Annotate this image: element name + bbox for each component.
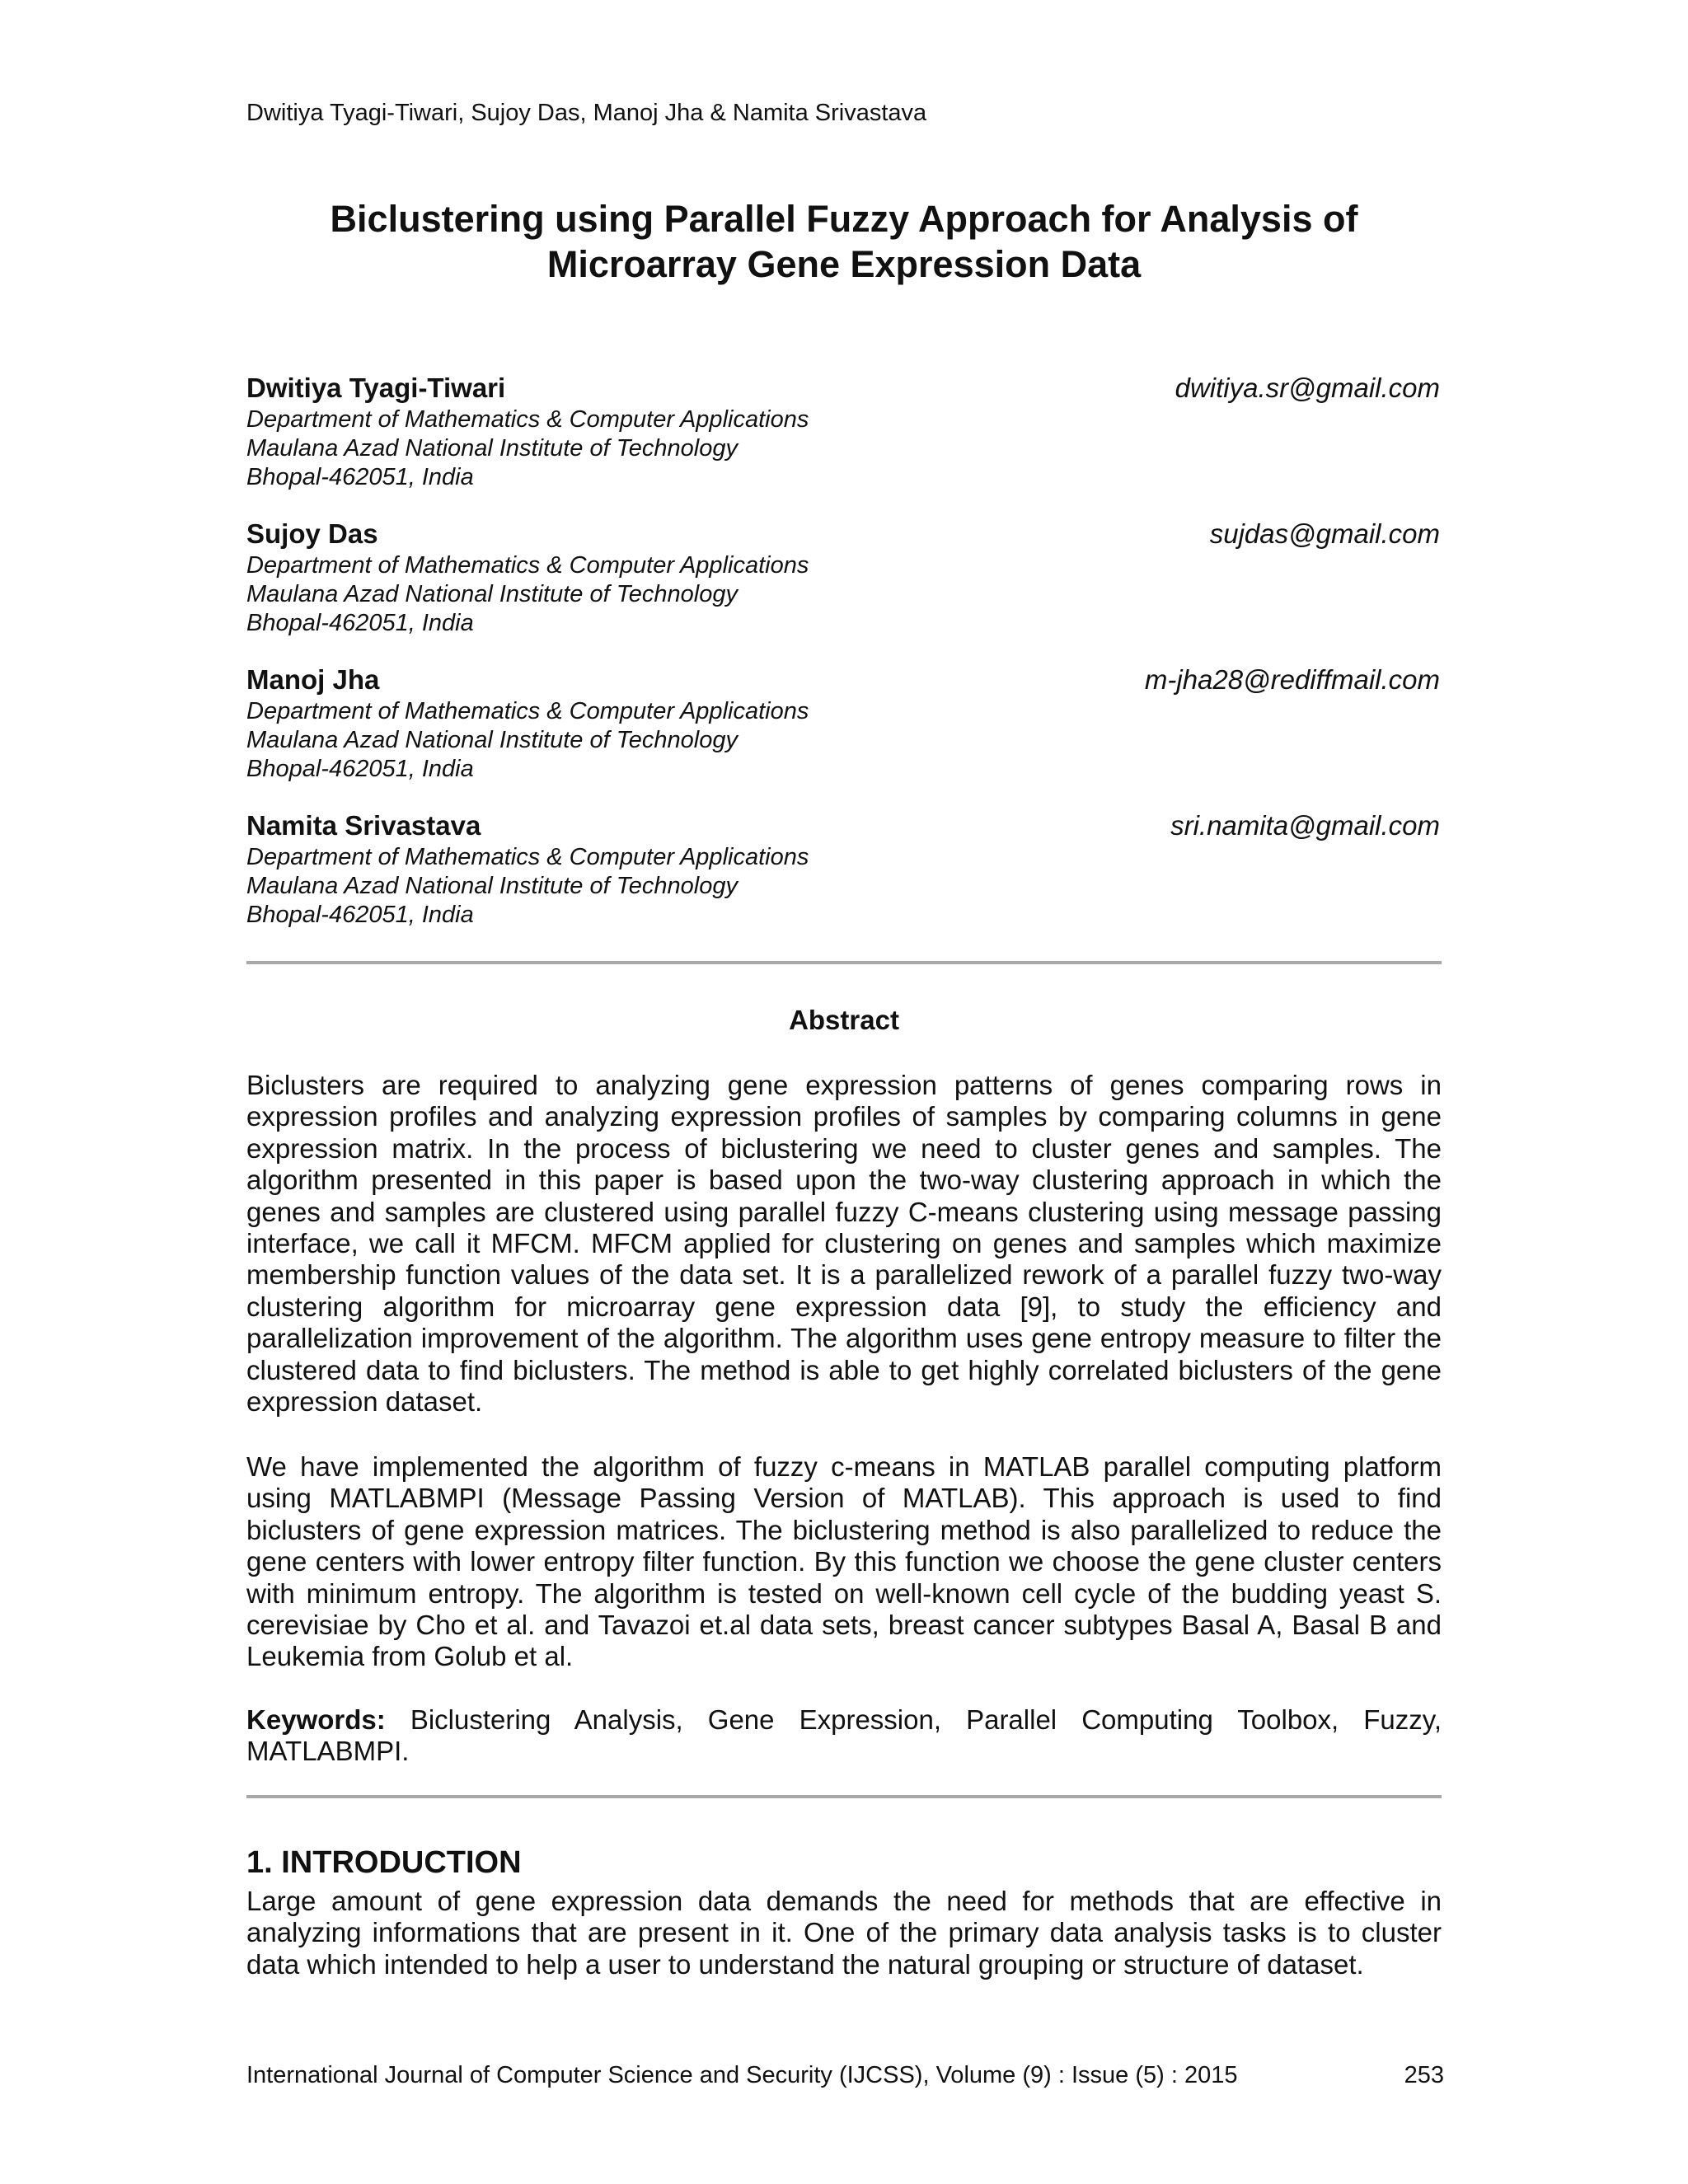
author-block xyxy=(246,808,1440,954)
author-department: Department of Mathematics & Computer Applications xyxy=(246,552,809,579)
section-heading: 1. INTRODUCTION xyxy=(246,1845,522,1880)
author-institute: Maulana Azad National Institute of Technology xyxy=(246,581,738,607)
author-institute: Maulana Azad National Institute of Technology xyxy=(246,727,738,753)
author-location: Bhopal-462051, India xyxy=(246,902,474,928)
author-block xyxy=(246,517,1440,663)
abstract-paragraph: Biclusters are required to analyzing gene expression patterns of genes comparing rows in expression profiles and analyzing expression profiles of samples by comparing columns in gene expression matrix. In the process of biclustering we need to cluster genes and samples. The algorithm presented in this paper is based upon the two-way clustering approach in which the genes and samples are clustered using parallel fuzzy C-means clustering using message passing interface, we call it MFCM. MFCM applied for clustering on genes and samples which maximize membership function values of the data set. It is a parallelized rework of a parallel fuzzy two-way clustering algorithm for microarray gene expression data [9], to study the efficiency and parallelization improvement of the algorithm. The algorithm uses gene entropy measure to filter the clustered data to find biclusters. The method is able to get highly correlated biclusters of the gene expression dataset. xyxy=(246,1070,1442,1418)
author-name: Manoj Jha xyxy=(246,664,380,695)
author-email[interactable]: sri.namita@gmail.com xyxy=(1170,810,1440,841)
page-number: 253 xyxy=(1404,2062,1444,2088)
author-name: Sujoy Das xyxy=(246,518,378,549)
author-email[interactable]: dwitiya.sr@gmail.com xyxy=(1175,373,1440,403)
keywords-text: Biclustering Analysis, Gene Expression, Parallel Computing Toolbox, Fuzzy, MATLABMPI. xyxy=(246,1704,1442,1767)
author-institute: Maulana Azad National Institute of Technology xyxy=(246,873,738,899)
author-email[interactable]: m-jha28@rediffmail.com xyxy=(1144,664,1440,695)
title-line-2: Microarray Gene Expression Data xyxy=(546,243,1142,285)
author-location: Bhopal-462051, India xyxy=(246,756,474,782)
abstract-heading: Abstract xyxy=(789,1005,899,1035)
author-department: Department of Mathematics & Computer Applications xyxy=(246,406,809,433)
author-name: Namita Srivastava xyxy=(246,810,481,841)
running-head: Dwitiya Tyagi-Tiwari, Sujoy Das, Manoj Jha & Namita Srivastava xyxy=(246,100,927,126)
author-name: Dwitiya Tyagi-Tiwari xyxy=(246,373,506,403)
abstract-paragraph: We have implemented the algorithm of fuzzy c-means in MATLAB parallel computing platform using MATLABMPI (Message Passing Version of MATLAB). This approach is used to find biclusters of gene expression matrices. The biclustering method is also parallelized to reduce the gene centers with lower entropy filter function. By this function we choose the gene cluster centers with minimum entropy. The algorithm is tested on well-known cell cycle of the budding yeast S. cerevisiae by Cho et al. and Tavazoi et.al data sets, breast cancer subtypes Basal A, Basal B and Leukemia from Golub et al. xyxy=(246,1451,1442,1672)
author-location: Bhopal-462051, India xyxy=(246,464,474,490)
author-list xyxy=(246,371,1440,954)
keywords xyxy=(246,1704,1442,1768)
divider-rule xyxy=(246,1795,1442,1798)
author-location: Bhopal-462051, India xyxy=(246,610,474,636)
paper-title xyxy=(247,196,1441,287)
footer-journal: International Journal of Computer Science and Security (IJCSS), Volume (9) : Issue (5) : 2015 xyxy=(246,2062,1238,2088)
author-institute: Maulana Azad National Institute of Technology xyxy=(246,435,738,462)
author-email[interactable]: sujdas@gmail.com xyxy=(1209,518,1440,549)
divider-rule xyxy=(246,961,1442,964)
author-department: Department of Mathematics & Computer Applications xyxy=(246,844,809,870)
title-line-1: Biclustering using Parallel Fuzzy Approach for Analysis of xyxy=(330,198,1358,240)
author-block xyxy=(246,663,1440,808)
keywords-label: Keywords: xyxy=(246,1704,386,1735)
introduction-paragraph: Large amount of gene expression data demands the need for methods that are effective in analyzing informations that are present in it. One of the primary data analysis tasks is to cluster data which intended to help a user to understand the natural grouping or structure of dataset. xyxy=(246,1886,1442,1980)
author-department: Department of Mathematics & Computer Applications xyxy=(246,698,809,724)
author-block xyxy=(246,371,1440,517)
